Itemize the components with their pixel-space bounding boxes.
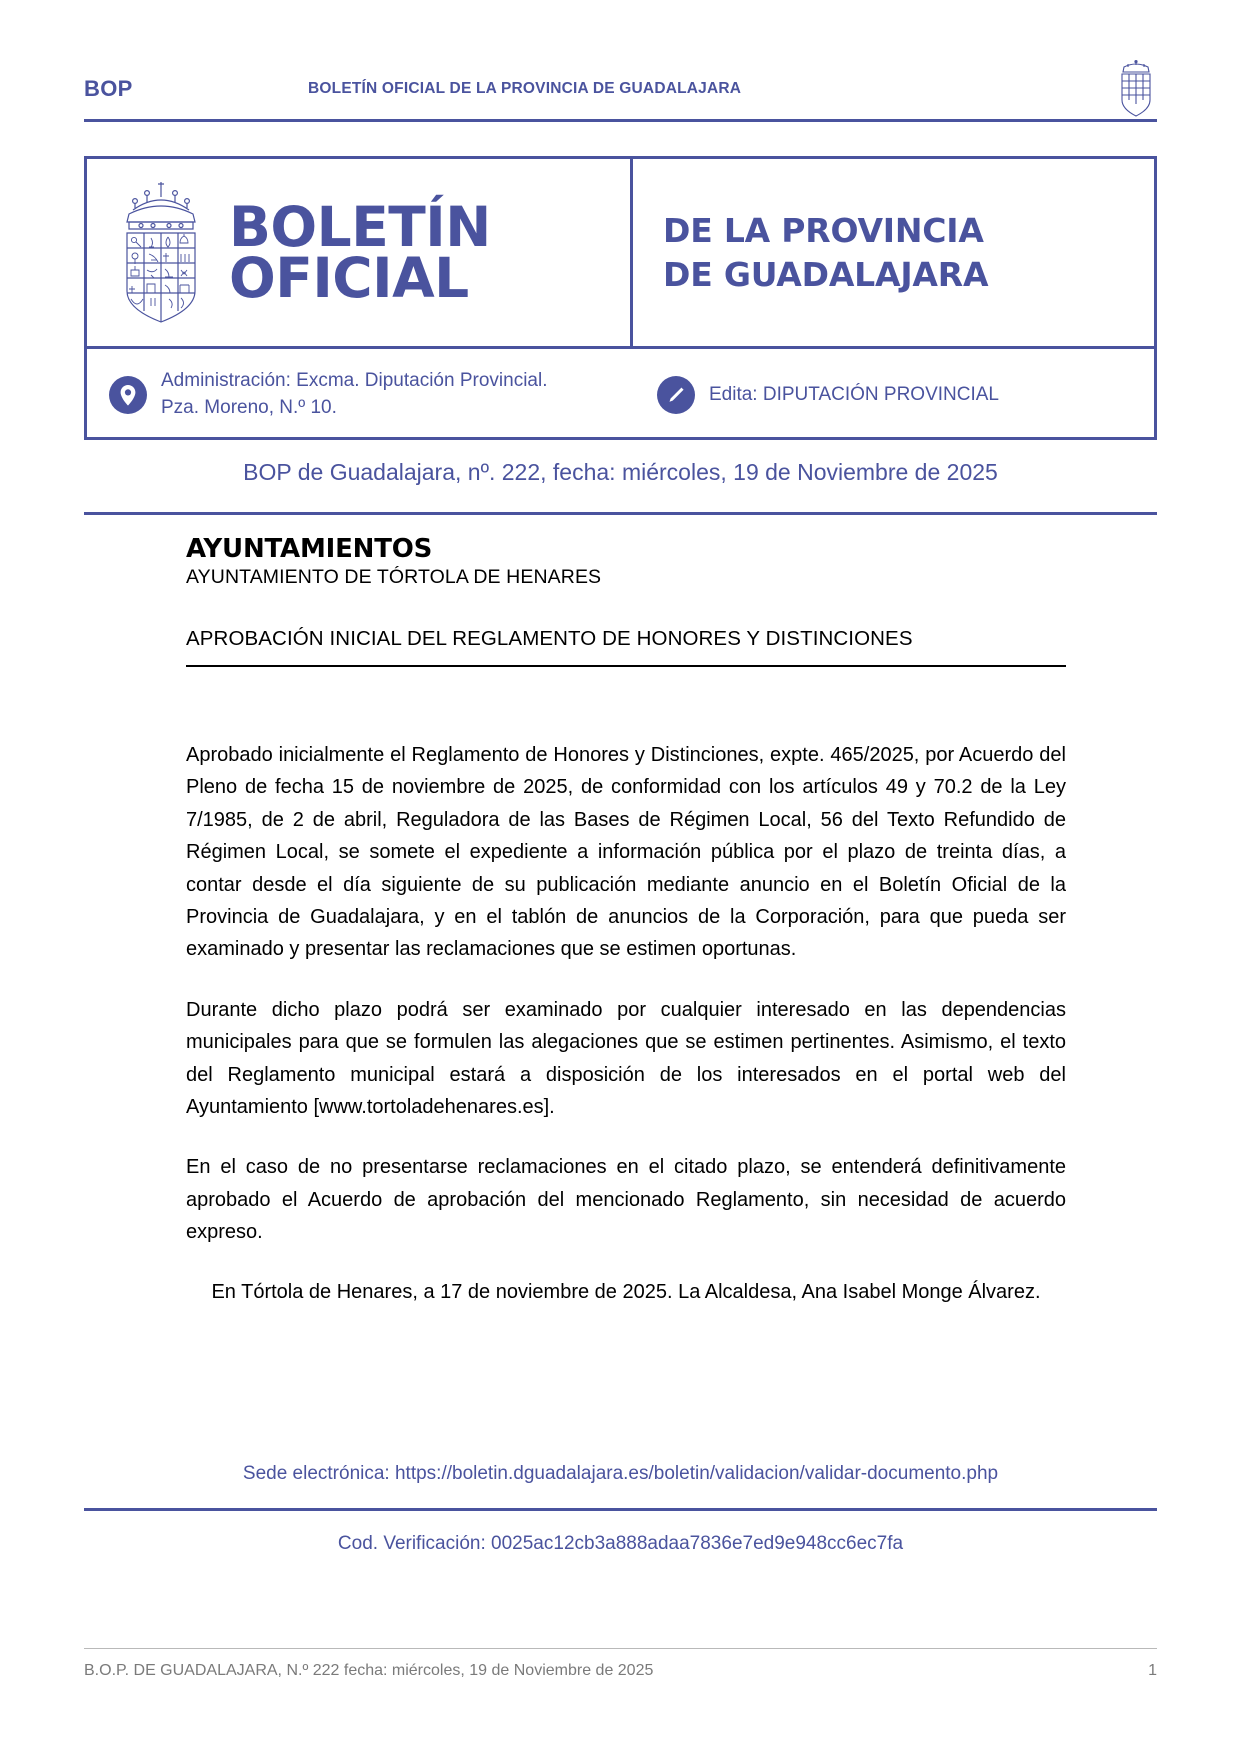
document-title: APROBACIÓN INICIAL DEL REGLAMENTO DE HONORES Y DISTINCIONES: [186, 627, 913, 650]
sede-electronica-link[interactable]: Sede electrónica: https://boletin.dguadalajara.es/boletin/validacion/validar-documento.php: [242, 1463, 999, 1484]
location-pin-icon: [109, 376, 147, 414]
footer-divider: [84, 1648, 1157, 1649]
running-header-bop-label: BOP: [84, 76, 133, 101]
running-header: [84, 58, 1157, 120]
verification-code: Cod. Verificación: 0025ac12cb3a888adaa7836e7ed9e948cc6ec7fa: [337, 1533, 904, 1554]
edita-text: Edita: DIPUTACIÓN PROVINCIAL: [709, 383, 999, 405]
masthead-box: [84, 156, 1157, 440]
administration-line2: Pza. Moreno, N.º 10.: [161, 396, 337, 418]
masthead-wordmark: [213, 194, 491, 310]
masthead-province-line1: DE LA PROVINCIA: [663, 210, 984, 250]
body-paragraph: Durante dicho plazo podrá ser examinado por cualquier interesado en las dependencias municipales para que se formulen las alegaciones que se estimen pertinentes. Asimismo, el texto del Reglamento municipal estará a disposición de los interesados en el portal web del Ayuntamiento [www.tortoladehenares.es].: [186, 998, 1066, 1118]
document-content: [186, 534, 1066, 1309]
administration-text: [161, 368, 548, 422]
signature-line: En Tórtola de Henares, a 17 de noviembre de 2025. La Alcaldesa, Ana Isabel Monge Álvarez.: [211, 1281, 1041, 1304]
page-footer: [84, 1662, 1157, 1680]
issue-line: BOP de Guadalajara, nº. 222, fecha: miércoles, 19 de Noviembre de 2025: [243, 459, 998, 485]
masthead-wordmark-line1: BOLETÍN: [229, 194, 491, 259]
masthead-province-line2: DE GUADALAJARA: [663, 254, 989, 294]
footer-left-text: B.O.P. DE GUADALAJARA, N.º 222 fecha: miércoles, 19 de Noviembre de 2025: [84, 1662, 654, 1679]
administration-block: [87, 368, 647, 422]
guadalajara-coat-of-arms-icon: [109, 178, 213, 328]
body-paragraph: Aprobado inicialmente el Reglamento de Honores y Distinciones, expte. 465/2025, por Acuerdo del Pleno de fecha 15 de noviembre de 2025, de conformidad con los artículos 49 y 70.2 de la Ley 7/1985, de 2 de abril, Reguladora de las Bases de Régimen Local, 56 del Texto Refundido de Régimen Local, se somete el expediente a información pública por el plazo de treinta días, a contar desde el día siguiente de su publicación mediante anuncio en el Boletín Oficial de la Provincia de Guadalajara, y en el tablón de anuncios de la Corporación, para que pueda ser examinado y presentar las reclamaciones que se estimen oportunas.: [186, 744, 1066, 961]
administration-line1: Administración: Excma. Diputación Provincial.: [161, 369, 548, 391]
edita-block: [647, 376, 1154, 414]
issue-divider: [84, 512, 1157, 515]
section-subtitle: AYUNTAMIENTO DE TÓRTOLA DE HENARES: [186, 566, 602, 588]
section-title: AYUNTAMIENTOS: [186, 534, 433, 564]
masthead-top-row: [87, 159, 1154, 349]
masthead-left-cell: [87, 159, 633, 346]
document-title-divider: [186, 665, 1066, 667]
masthead-right-cell: [633, 159, 1154, 346]
masthead-wordmark-line2: OFICIAL: [229, 245, 469, 310]
sede-divider: [84, 1508, 1157, 1511]
masthead-bottom-row: [87, 349, 1154, 440]
footer-page-number: 1: [1148, 1662, 1157, 1679]
coat-of-arms-icon: [1097, 60, 1157, 118]
running-header-divider: [84, 119, 1157, 122]
pencil-icon: [657, 376, 695, 414]
body-paragraph: En el caso de no presentarse reclamaciones en el citado plazo, se entenderá definitivamente aprobado el Acuerdo de aprobación del mencionado Reglamento, sin necesidad de acuerdo expreso.: [186, 1156, 1066, 1244]
running-header-title: BOLETÍN OFICIAL DE LA PROVINCIA DE GUADALAJARA: [308, 80, 742, 97]
